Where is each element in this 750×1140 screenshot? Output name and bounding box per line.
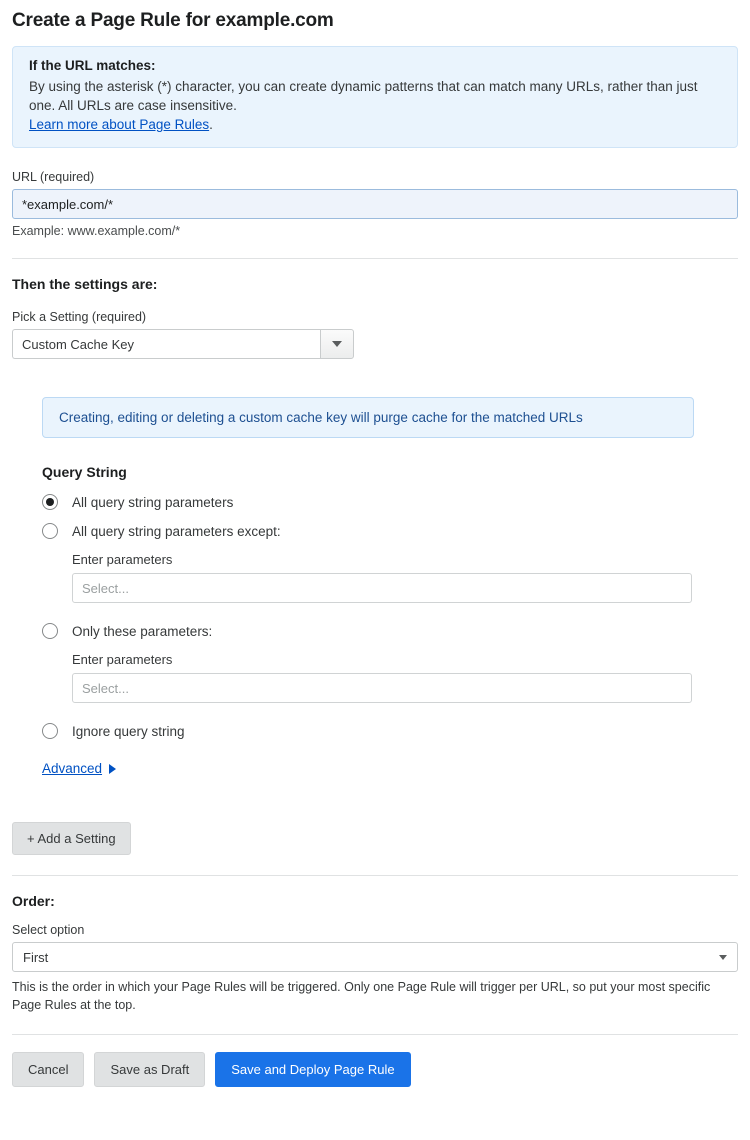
except-parameters-input[interactable]: Select... — [72, 573, 692, 603]
radio-all-params[interactable] — [42, 494, 738, 510]
settings-section-title: Then the settings are: — [12, 276, 158, 292]
save-draft-button[interactable]: Save as Draft — [94, 1052, 205, 1087]
callout-text — [29, 77, 721, 134]
page-title: Create a Page Rule for example.com — [12, 10, 334, 31]
order-title: Order: — [12, 893, 55, 909]
chevron-down-icon — [719, 955, 727, 960]
cancel-button[interactable]: Cancel — [12, 1052, 84, 1087]
radio-only-these-params[interactable] — [42, 623, 738, 639]
url-help-text: Example: www.example.com/* — [12, 224, 181, 238]
page-rule-form — [0, 10, 750, 1101]
callout-title: If the URL matches: — [29, 58, 156, 73]
purge-cache-notice: Creating, editing or deleting a custom cache key will purge cache for the matched URLs — [42, 397, 694, 438]
advanced-label[interactable]: Advanced — [42, 761, 103, 776]
only-parameters-input[interactable]: Select... — [72, 673, 692, 703]
setting-select-toggle[interactable] — [320, 329, 354, 359]
radio-all-params-input[interactable] — [42, 494, 58, 510]
order-help-text: This is the order in which your Page Rules will be triggered. Only one Page Rule will trigger per URL, so put your most specific Page Rules at the top. — [12, 980, 711, 1012]
url-input[interactable] — [12, 189, 738, 219]
except-parameters-field — [72, 552, 738, 603]
except-parameters-label: Enter parameters — [72, 552, 173, 567]
save-deploy-button[interactable]: Save and Deploy Page Rule — [215, 1052, 410, 1087]
order-select[interactable] — [12, 942, 738, 972]
radio-all-params-except-label: All query string parameters except: — [72, 523, 281, 539]
order-select-value: First — [23, 949, 49, 965]
radio-ignore-query-string-label: Ignore query string — [72, 723, 185, 739]
url-field-label: URL (required) — [12, 170, 95, 184]
order-select-label: Select option — [12, 923, 85, 937]
url-match-callout — [12, 46, 738, 148]
radio-all-params-except-input[interactable] — [42, 523, 58, 539]
callout-link-suffix: . — [209, 117, 213, 132]
pick-setting-label: Pick a Setting (required) — [12, 310, 147, 324]
only-parameters-field — [72, 652, 738, 703]
setting-select[interactable] — [12, 329, 354, 359]
chevron-down-icon — [332, 341, 342, 347]
radio-all-params-except[interactable] — [42, 523, 738, 539]
query-string-title: Query String — [42, 464, 127, 480]
add-setting-button[interactable]: + Add a Setting — [12, 822, 131, 855]
setting-select-value: Custom Cache Key — [12, 329, 320, 359]
radio-ignore-query-string[interactable] — [42, 723, 738, 739]
radio-only-these-params-label: Only these parameters: — [72, 623, 213, 639]
only-parameters-label: Enter parameters — [72, 652, 173, 667]
caret-right-icon — [109, 764, 116, 774]
divider-order — [12, 875, 738, 876]
divider — [12, 258, 738, 259]
callout-body: By using the asterisk (*) character, you can create dynamic patterns that can match many URLs, rather than just one. All URLs are case insensitive. — [29, 79, 698, 113]
form-actions — [12, 1052, 738, 1101]
divider-footer — [12, 1034, 738, 1035]
radio-ignore-query-string-input[interactable] — [42, 723, 58, 739]
query-string-section — [42, 464, 738, 776]
radio-only-these-params-input[interactable] — [42, 623, 58, 639]
advanced-toggle[interactable] — [42, 761, 738, 776]
radio-all-params-label: All query string parameters — [72, 494, 234, 510]
learn-more-link[interactable]: Learn more about Page Rules — [29, 117, 210, 132]
